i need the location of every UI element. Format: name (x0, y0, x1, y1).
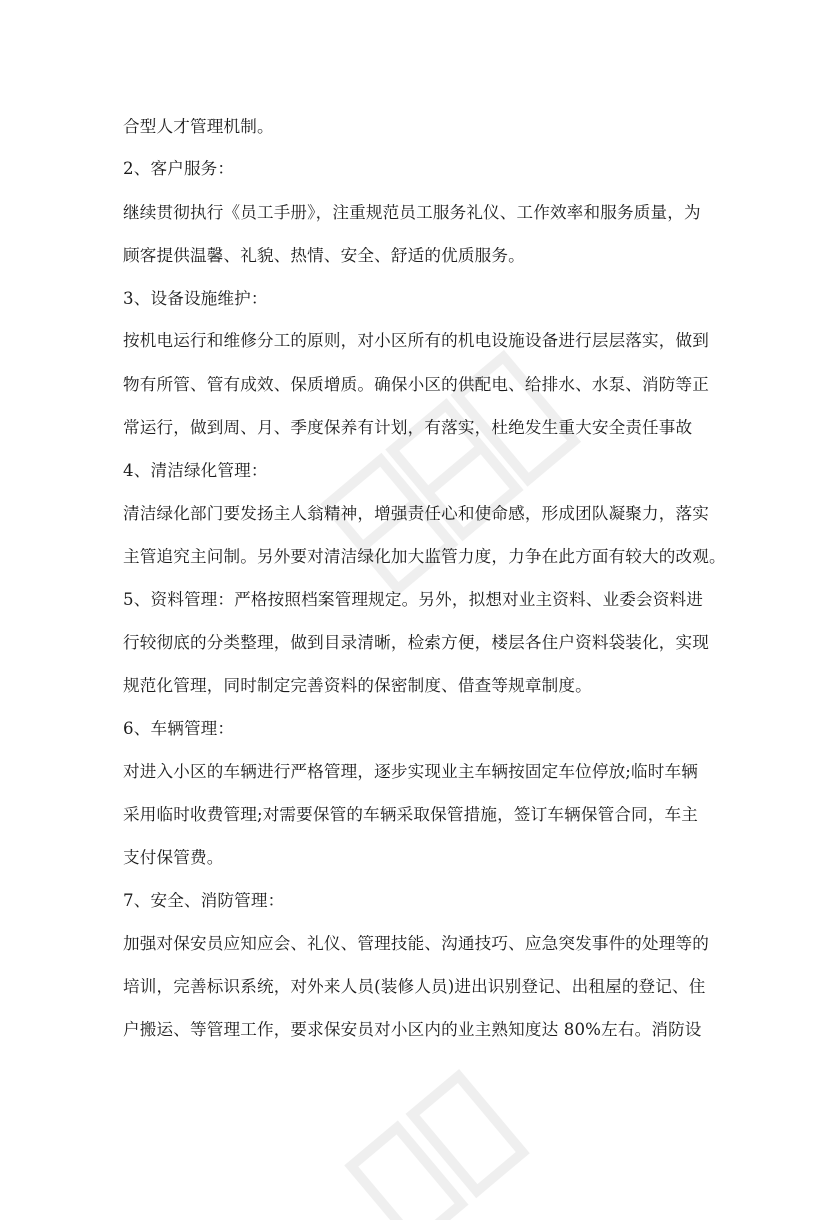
text-line: 合型人才管理机制。 (123, 117, 274, 136)
text-line: 常运行，做到周、月、季度保养有计划，有落实，杜绝发生重大安全责任事故 (123, 418, 693, 437)
text-line: 户搬运、等管理工作，要求保安员对小区内的业主熟知度达 80%左右。消防设 (123, 1020, 702, 1039)
watermark-logo-bottom (330, 1060, 590, 1220)
section-heading: 6、车辆管理： (123, 719, 235, 738)
section-heading: 4、清洁绿化管理： (123, 461, 268, 480)
text-line: 行较彻底的分类整理，做到目录清晰，检索方便，楼层各住户资料袋装化，实现 (123, 633, 710, 652)
text-line: 加强对保安员应知应会、礼仪、管理技能、沟通技巧、应急突发事件的处理等的 (123, 934, 710, 953)
text-line: 物有所管、管有成效、保质增质。确保小区的供配电、给排水、水泵、消防等正 (123, 375, 710, 394)
text-line: 清洁绿化部门要发扬主人翁精神，增强责任心和使命感，形成团队凝聚力，落实 (123, 504, 710, 523)
text-line: 按机电运行和维修分工的原则，对小区所有的机电设施设备进行层层落实，做到 (123, 331, 710, 350)
text-line: 继续贯彻执行《员工手册》，注重规范员工服务礼仪、工作效率和服务质量，为 (123, 203, 701, 222)
text-line: 顾客提供温馨、礼貌、热情、安全、舒适的优质服务。 (123, 246, 525, 265)
text-line: 采用临时收费管理;对需要保管的车辆采取保管措施，签订车辆保管合同，车主 (123, 805, 699, 824)
text-line: 支付保管费。 (123, 848, 224, 867)
text-line: 规范化管理，同时制定完善资料的保密制度、借查等规章制度。 (123, 676, 592, 695)
section-heading: 7、安全、消防管理： (123, 891, 285, 910)
text-line: 培训，完善标识系统，对外来人员(装修人员)进出识别登记、出租屋的登记、住 (123, 977, 706, 996)
text-line: 对进入小区的车辆进行严格管理，逐步实现业主车辆按固定车位停放;临时车辆 (123, 762, 699, 781)
section-heading: 3、设备设施维护： (123, 289, 268, 308)
text-line: 主管追究主问制。另外要对清洁绿化加大监管力度，力争在此方面有较大的改观。 (123, 547, 726, 566)
section-heading: 5、资料管理：严格按照档案管理规定。另外，拟想对业主资料、业委会资料进 (123, 590, 703, 609)
section-heading: 2、客户服务： (123, 159, 235, 178)
